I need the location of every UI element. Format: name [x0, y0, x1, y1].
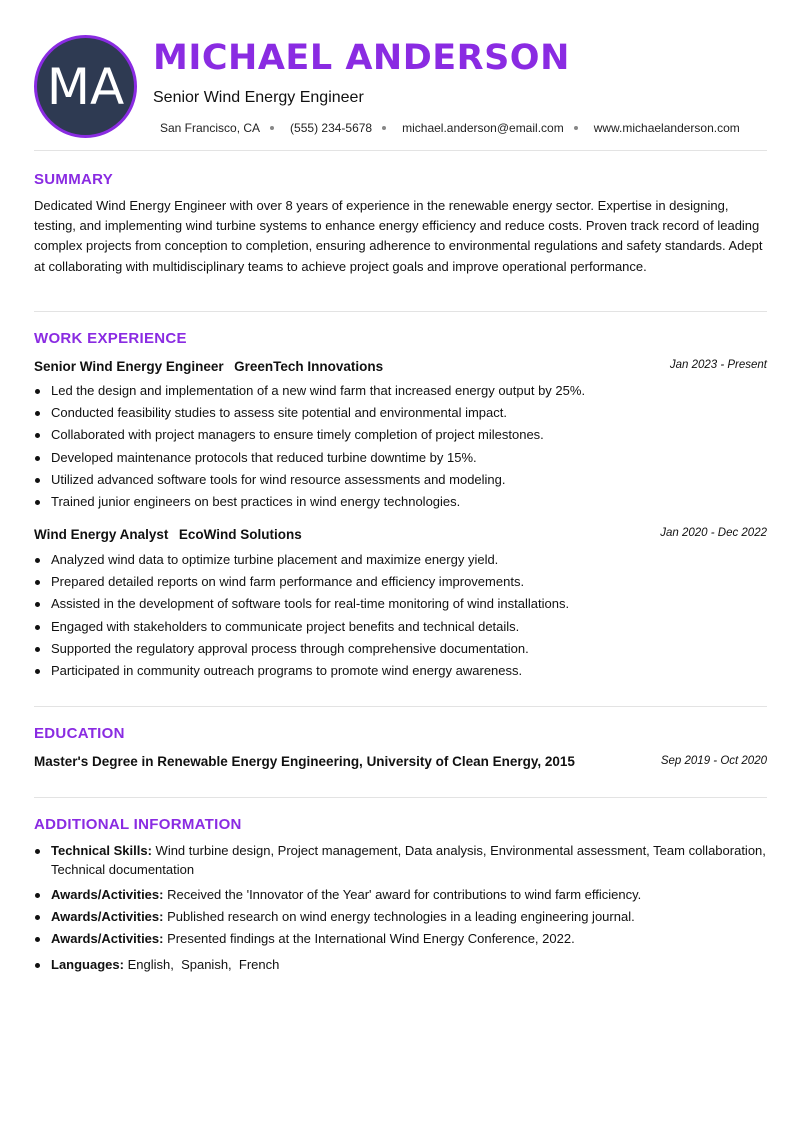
- education-degree: Master's Degree in Renewable Energy Engineering, University of Clean Energy, 2015: [34, 754, 575, 769]
- info-text: Wind turbine design, Project management, Data analysis, Environmental assessment, Team collaboration, Technical documentation: [51, 843, 766, 877]
- info-text: Presented findings at the International Wind Energy Conference, 2022.: [167, 931, 575, 946]
- job-bullets: [51, 549, 767, 682]
- contact-website[interactable]: www.michaelanderson.com: [593, 121, 740, 135]
- job-title: Senior Wind Energy Engineer: [153, 89, 364, 106]
- additional-info-list: [51, 842, 767, 974]
- list-item: [51, 908, 767, 927]
- info-label: Languages:: [51, 956, 124, 972]
- separator-dot: [574, 126, 578, 130]
- info-text: English, Spanish, French: [127, 956, 280, 972]
- avatar: MA: [34, 35, 137, 138]
- divider: [34, 706, 767, 707]
- list-item: [51, 956, 767, 975]
- list-item: Conducted feasibility studies to assess site potential and environmental impact.: [51, 402, 767, 424]
- divider: [34, 150, 767, 151]
- list-item: Trained junior engineers on best practices in wind energy technologies.: [51, 491, 767, 513]
- list-item: [51, 886, 767, 905]
- info-label: Technical Skills:: [51, 843, 152, 858]
- info-label: Awards/Activities:: [51, 909, 164, 924]
- list-item: [51, 930, 767, 949]
- list-item: Assisted in the development of software tools for real-time monitoring of wind installations.: [51, 593, 767, 615]
- list-item: Participated in community outreach programs to promote wind energy awareness.: [51, 660, 767, 682]
- info-text: Published research on wind energy technologies in a leading engineering journal.: [167, 909, 635, 924]
- resume-header: [0, 0, 800, 150]
- job-company: GreenTech Innovations: [234, 359, 384, 374]
- contact-email[interactable]: michael.anderson@email.com: [402, 121, 564, 135]
- separator-dot: [382, 126, 386, 130]
- education-dates: Sep 2019 - Oct 2020: [660, 755, 767, 767]
- list-item: Utilized advanced software tools for wind resource assessments and modeling.: [51, 469, 767, 491]
- separator-dot: [270, 126, 274, 130]
- job-company: EcoWind Solutions: [178, 527, 302, 542]
- work-experience-heading: WORK EXPERIENCE: [34, 330, 187, 347]
- job-bullets: [51, 380, 767, 513]
- info-label: Awards/Activities:: [51, 887, 164, 902]
- job-header: [34, 526, 767, 544]
- job-role: Senior Wind Energy Engineer: [34, 359, 224, 374]
- job-header: [34, 358, 767, 376]
- education-entry: [34, 753, 767, 773]
- info-text: Received the 'Innovator of the Year' award for contributions to wind farm efficiency.: [167, 887, 642, 902]
- additional-info-heading: ADDITIONAL INFORMATION: [34, 816, 242, 833]
- list-item: Led the design and implementation of a new wind farm that increased energy output by 25%.: [51, 380, 767, 402]
- job-dates: Jan 2020 - Dec 2022: [660, 527, 767, 539]
- list-item: Prepared detailed reports on wind farm performance and efficiency improvements.: [51, 571, 767, 593]
- divider: [34, 311, 767, 312]
- list-item: Engaged with stakeholders to communicate project benefits and technical details.: [51, 616, 767, 638]
- education-heading: EDUCATION: [34, 725, 125, 742]
- contact-phone[interactable]: (555) 234-5678: [290, 121, 373, 135]
- list-item: Supported the regulatory approval process through comprehensive documentation.: [51, 638, 767, 660]
- contact-info: [160, 121, 740, 135]
- summary-heading: SUMMARY: [34, 171, 114, 188]
- list-item: Developed maintenance protocols that reduced turbine downtime by 15%.: [51, 447, 767, 469]
- candidate-name: MICHAEL ANDERSON: [153, 38, 570, 78]
- job-dates: Jan 2023 - Present: [669, 359, 767, 371]
- list-item: [51, 842, 767, 879]
- summary-text: Dedicated Wind Energy Engineer with over 8 years of experience in the renewable energy sector. Expertise in designing, testing, and implementing wind turbine systems to enhance energy efficiency and reduce costs. Proven track record of leading complex projects from conception to completion, ensuring adherence to environmental regulations and safety standards. Adept at collaborating with multidisciplinary teams to achieve project goals and improve operational performance.: [34, 198, 763, 274]
- divider: [34, 797, 767, 798]
- info-label: Awards/Activities:: [51, 931, 164, 946]
- contact-location: San Francisco, CA: [160, 121, 261, 135]
- list-item: Collaborated with project managers to ensure timely completion of project milestones.: [51, 424, 767, 446]
- job-role: Wind Energy Analyst: [34, 527, 169, 542]
- list-item: Analyzed wind data to optimize turbine placement and maximize energy yield.: [51, 549, 767, 571]
